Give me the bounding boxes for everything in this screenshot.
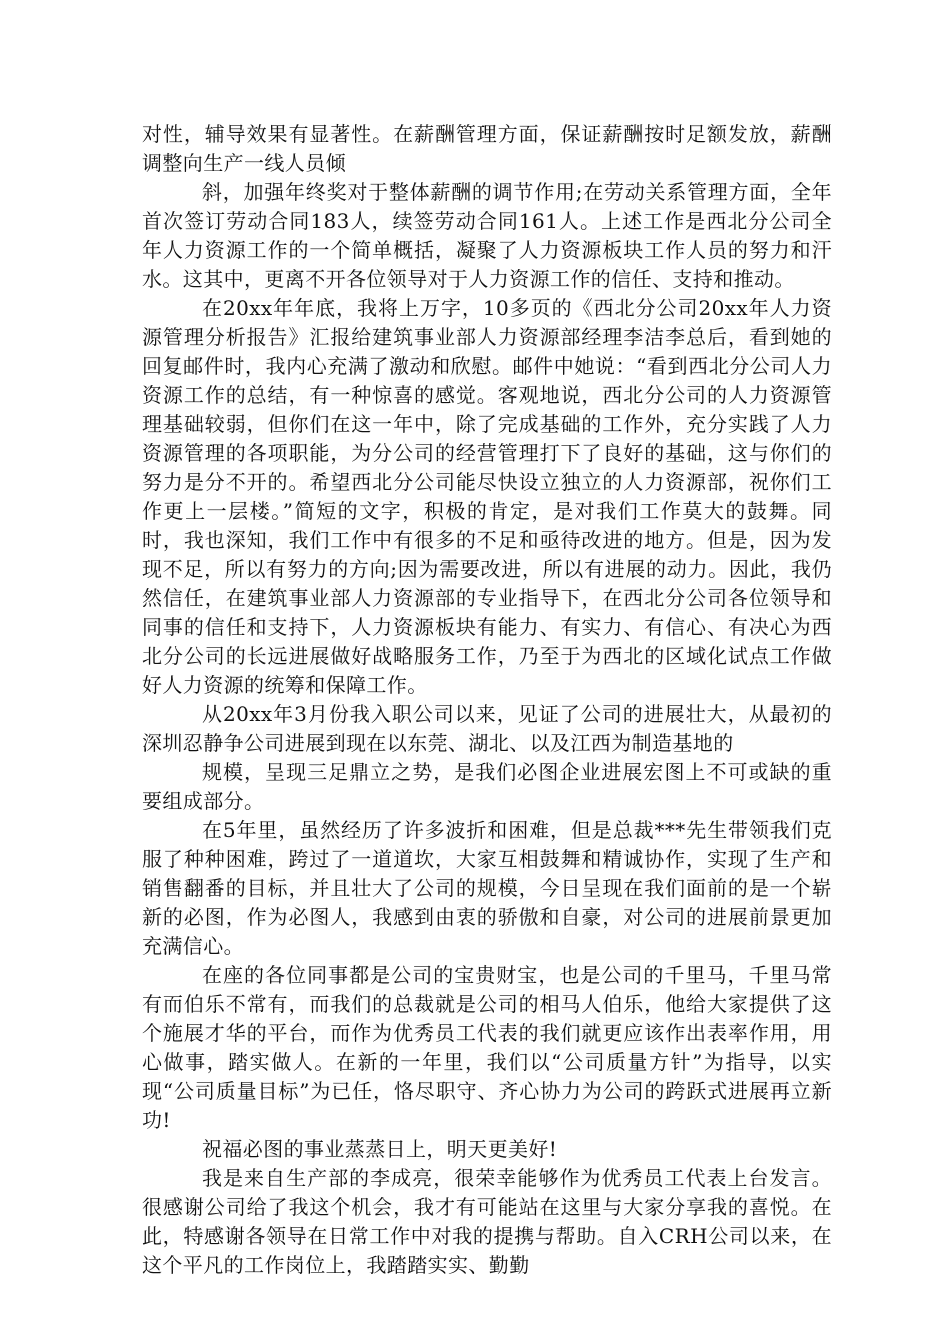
document-body [142, 120, 832, 1280]
paragraph-1: 对性，辅导效果有显著性。在薪酬管理方面，保证薪酬按时足额发放，薪酬调整向生产一线人员倾 [142, 122, 832, 175]
paragraph-9: 我是来自生产部的李成亮，很荣幸能够作为优秀员工代表上台发言。很感谢公司给了我这个机会，我才有可能站在这里与大家分享我的喜悦。在此，特感谢各领导在日常工作中对我的提携与帮助。自入CRH公司以来，在这个平凡的工作岗位上，我踏踏实实、勤勤 [142, 1166, 832, 1277]
paragraph-7: 在座的各位同事都是公司的宝贵财宝，也是公司的千里马，千里马常有而伯乐不常有，而我们的总裁就是公司的相马人伯乐，他给大家提供了这个施展才华的平台，而作为优秀员工代表的我们就更应该作出表率作用，用心做事，踏实做人。在新的一年里，我们以“公司质量方针”为指导，以实现“公司质量目标”为已任，恪尽职守、齐心协力为公司的跨跃式进展再立新功! [142, 963, 832, 1132]
paragraph-5: 规模，呈现三足鼎立之势，是我们必图企业进展宏图上不可或缺的重要组成部分。 [142, 760, 832, 813]
paragraph-8: 祝福必图的事业蒸蒸日上，明天更美好! [202, 1137, 558, 1161]
paragraph-2: 斜，加强年终奖对于整体薪酬的调节作用;在劳动关系管理方面，全年首次签订劳动合同183人，续签劳动合同161人。上述工作是西北分公司全年人力资源工作的一个简单概括，凝聚了人力资源板块工作人员的努力和汗水。这其中，更离不开各位领导对于人力资源工作的信任、支持和推动。 [142, 180, 832, 291]
paragraph-3: 在20xx年年底，我将上万字，10多页的《西北分公司20xx年人力资源管理分析报告》汇报给建筑事业部人力资源部经理李洁李总后，看到她的回复邮件时，我内心充满了激动和欣慰。邮件中她说：“看到西北分公司人力资源工作的总结，有一种惊喜的感觉。客观地说，西北分公司的人力资源管理基础较弱，但你们在这一年中，除了完成基础的工作外，充分实践了人力资源管理的各项职能，为分公司的经营管理打下了良好的基础，这与你们的努力是分不开的。希望西北分公司能尽快设立独立的人力资源部，祝你们工作更上一层楼。”简短的文字，积极的肯定，是对我们工作莫大的鼓舞。同时，我也深知，我们工作中有很多的不足和亟待改进的地方。但是，因为发现不足，所以有努力的方向;因为需要改进，所以有进展的动力。因此，我仍然信任，在建筑事业部人力资源部的专业指导下，在西北分公司各位领导和同事的信任和支持下，人力资源板块有能力、有实力、有信心、有决心为西北分公司的长远进展做好战略服务工作，乃至于为西北的区域化试点工作做好人力资源的统筹和保障工作。 [142, 296, 832, 697]
paragraph-4: 从20xx年3月份我入职公司以来，见证了公司的进展壮大，从最初的深圳忍静争公司进展到现在以东莞、湖北、以及江西为制造基地的 [142, 702, 832, 755]
paragraph-6: 在5年里，虽然经历了许多波折和困难，但是总裁***先生带领我们克服了种种困难，跨过了一道道坎，大家互相鼓舞和精诚协作，实现了生产和销售翻番的目标，并且壮大了公司的规模，今日呈现在我们面前的是一个崭新的必图，作为必图人，我感到由衷的骄傲和自豪，对公司的进展前景更加充满信心。 [142, 818, 832, 958]
